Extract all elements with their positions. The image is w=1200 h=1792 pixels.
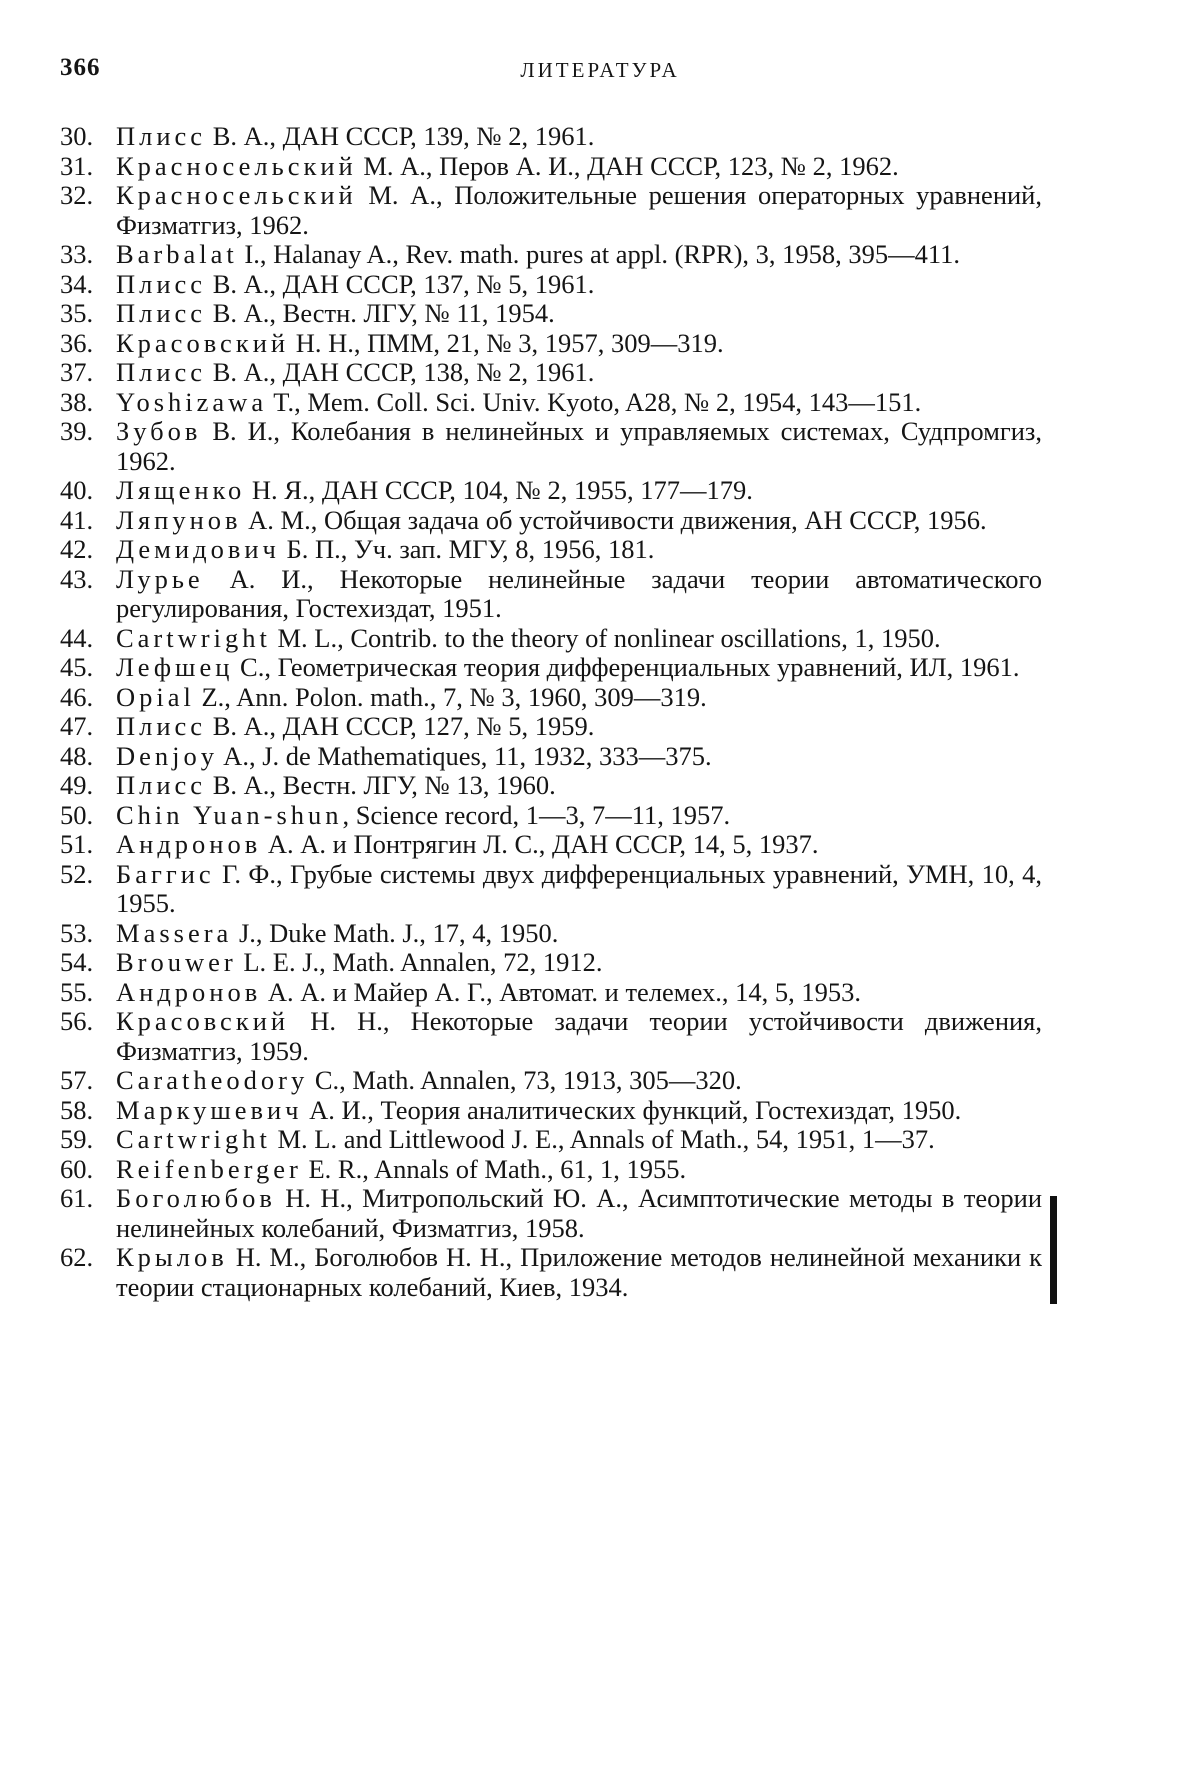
reference-text	[116, 1243, 1042, 1302]
reference-text	[116, 122, 1042, 152]
reference-details: А. И., Теория аналитических функций, Гостехиздат, 1950.	[302, 1094, 962, 1125]
reference-details: J., Duke Math. J., 17, 4, 1950.	[232, 917, 559, 948]
reference-author: Barbalat	[116, 239, 238, 269]
reference-text	[116, 270, 1042, 300]
reference-details: С., Геометрическая теория дифференциальных уравнений, ИЛ, 1961.	[233, 652, 1020, 682]
reference-text	[116, 624, 1042, 654]
reference-number: 42.	[60, 534, 94, 564]
reference-entry	[60, 329, 1042, 359]
reference-entry	[60, 742, 1042, 772]
reference-details: В. А., ДАН СССР, 139, № 2, 1961.	[206, 121, 595, 151]
reference-details: В. А., Вестн. ЛГУ, № 11, 1954.	[206, 298, 555, 328]
reference-author: Ляпунов	[116, 504, 242, 535]
reference-text	[116, 1096, 1042, 1126]
reference-number: 36.	[60, 327, 94, 358]
reference-entry	[60, 299, 1042, 329]
reference-author: Маркушевич	[116, 1094, 303, 1125]
reference-author: Красносельский	[116, 180, 357, 210]
reference-author: Лурье	[116, 563, 204, 594]
reference-entry	[60, 565, 1042, 624]
reference-text	[116, 358, 1042, 388]
reference-number: 49.	[60, 770, 94, 800]
reference-number: 41.	[60, 504, 94, 535]
reference-entry	[60, 181, 1042, 240]
reference-entry	[60, 771, 1042, 801]
reference-details: E. R., Annals of Math., 61, 1, 1955.	[301, 1153, 687, 1184]
reference-details: L. E. J., Math. Annalen, 72, 1912.	[236, 947, 603, 977]
reference-text	[116, 152, 1042, 182]
reference-number: 39.	[60, 416, 94, 446]
reference-author: Massera	[116, 917, 233, 948]
reference-number: 48.	[60, 740, 94, 771]
reference-author: Opial	[116, 681, 195, 712]
reference-entry	[60, 801, 1042, 831]
reference-author: Chin Yuan-shun	[116, 799, 343, 830]
reference-details: Н. Н., ПММ, 21, № 3, 1957, 309—319.	[289, 327, 724, 358]
reference-number: 50.	[60, 799, 94, 830]
running-title: ЛИТЕРАТУРА	[520, 58, 680, 82]
reference-text	[116, 653, 1042, 683]
reference-author: Красносельский	[116, 150, 357, 181]
reference-author: Brouwer	[116, 947, 237, 977]
reference-number: 61.	[60, 1183, 94, 1213]
reference-entry	[60, 978, 1042, 1008]
reference-number: 37.	[60, 357, 94, 387]
reference-text	[116, 1125, 1042, 1155]
reference-number: 60.	[60, 1153, 94, 1184]
reference-details: Н. Я., ДАН СССР, 104, № 2, 1955, 177—179.	[245, 475, 753, 505]
reference-details: M. L., Contrib. to the theory of nonlinear oscillations, 1, 1950.	[270, 622, 941, 653]
reference-author: Yoshizawa	[116, 386, 268, 417]
reference-details: А. И., Некоторые нелинейные задачи теории автоматического регулирования, Гостехиздат, 1951.	[116, 563, 1042, 623]
reference-entry	[60, 388, 1042, 418]
reference-number: 43.	[60, 563, 94, 594]
reference-details: А. А. и Майер А. Г., Автомат. и телемех., 14, 5, 1953.	[261, 976, 861, 1007]
reference-entry	[60, 860, 1042, 919]
reference-number: 59.	[60, 1124, 94, 1154]
reference-entry	[60, 152, 1042, 182]
reference-details: , Science record, 1—3, 7—11, 1957.	[342, 799, 731, 830]
reference-number: 54.	[60, 947, 94, 977]
reference-text	[116, 683, 1042, 713]
reference-author: Зубов	[116, 416, 202, 446]
reference-entry	[60, 1007, 1042, 1066]
reference-details: М. А., Положительные решения операторных уравнений, Физматгиз, 1962.	[116, 180, 1042, 240]
reference-details: В. А., Вестн. ЛГУ, № 13, 1960.	[206, 770, 556, 800]
reference-author: Андронов	[116, 829, 262, 859]
reference-text	[116, 417, 1042, 476]
reference-details: Н. Н., Митропольский Ю. А., Асимптотические методы в теории нелинейных колебаний, Физматгиз, 1958.	[116, 1183, 1042, 1243]
reference-text	[116, 1007, 1042, 1066]
reference-text	[116, 388, 1042, 418]
reference-number: 40.	[60, 475, 94, 505]
reference-number: 46.	[60, 681, 94, 712]
reference-list	[60, 122, 1042, 1302]
reference-text	[116, 860, 1042, 919]
reference-number: 34.	[60, 268, 94, 299]
reference-details: T., Mem. Coll. Sci. Univ. Kyoto, A28, № 2, 1954, 143—151.	[267, 386, 922, 417]
reference-number: 58.	[60, 1094, 94, 1125]
reference-entry	[60, 417, 1042, 476]
reference-text	[116, 919, 1042, 949]
reference-author: Крылов	[116, 1242, 228, 1272]
reference-text	[116, 948, 1042, 978]
reference-text	[116, 535, 1042, 565]
reference-number: 30.	[60, 121, 94, 151]
reference-entry	[60, 1243, 1042, 1302]
reference-text	[116, 1184, 1042, 1243]
reference-number: 35.	[60, 298, 94, 328]
reference-number: 33.	[60, 239, 94, 269]
reference-number: 47.	[60, 711, 94, 741]
reference-entry	[60, 712, 1042, 742]
reference-entry	[60, 1066, 1042, 1096]
reference-author: Плисс	[116, 770, 207, 800]
reference-details: Н. М., Боголюбов Н. Н., Приложение методов нелинейной механики к теории стационарных колебаний, Киев, 1934.	[116, 1242, 1042, 1302]
reference-entry	[60, 830, 1042, 860]
reference-details: Z., Ann. Polon. math., 7, № 3, 1960, 309—319.	[194, 681, 707, 712]
reference-details: А. М., Общая задача об устойчивости движения, АН СССР, 1956.	[241, 504, 987, 535]
reference-text	[116, 830, 1042, 860]
reference-number: 45.	[60, 652, 94, 682]
reference-details: В. А., ДАН СССР, 138, № 2, 1961.	[206, 357, 595, 387]
reference-details: В. А., ДАН СССР, 137, № 5, 1961.	[206, 268, 595, 299]
reference-number: 51.	[60, 829, 94, 859]
reference-author: Caratheodory	[116, 1065, 309, 1095]
reference-author: Баггис	[116, 858, 215, 889]
reference-author: Плисс	[116, 268, 207, 299]
reference-author: Красовский	[116, 327, 290, 358]
reference-details: В. И., Колебания в нелинейных и управляемых системах, Судпромгиз, 1962.	[116, 416, 1042, 476]
reference-entry	[60, 240, 1042, 270]
margin-change-bar	[1050, 1196, 1057, 1304]
reference-entry	[60, 270, 1042, 300]
reference-details: М. А., Перов А. И., ДАН СССР, 123, № 2, 1962.	[356, 150, 899, 181]
reference-number: 56.	[60, 1006, 94, 1036]
reference-number: 52.	[60, 858, 94, 889]
reference-author: Reifenberger	[116, 1153, 302, 1184]
reference-author: Андронов	[116, 976, 262, 1007]
reference-author: Лященко	[116, 475, 246, 505]
reference-author: Боголюбов	[116, 1183, 276, 1213]
reference-entry	[60, 1184, 1042, 1243]
reference-entry	[60, 1125, 1042, 1155]
reference-entry	[60, 122, 1042, 152]
reference-text	[116, 181, 1042, 240]
reference-details: А. А. и Понтрягин Л. С., ДАН СССР, 14, 5, 1937.	[261, 829, 819, 859]
reference-author: Cartwright	[116, 622, 271, 653]
reference-author: Красовский	[116, 1006, 290, 1036]
reference-text	[116, 1155, 1042, 1185]
reference-entry	[60, 919, 1042, 949]
reference-entry	[60, 624, 1042, 654]
reference-entry	[60, 1096, 1042, 1126]
reference-details: A., J. de Mathematiques, 11, 1932, 333—375.	[218, 740, 712, 771]
page-number: 366	[60, 54, 101, 81]
reference-entry	[60, 1155, 1042, 1185]
reference-text	[116, 742, 1042, 772]
reference-details: Н. Н., Некоторые задачи теории устойчивости движения, Физматгиз, 1959.	[116, 1006, 1042, 1066]
reference-number: 31.	[60, 150, 94, 181]
reference-details: В. А., ДАН СССР, 127, № 5, 1959.	[206, 711, 595, 741]
reference-details: Г. Ф., Грубые системы двух дифференциальных уравнений, УМН, 10, 4, 1955.	[116, 858, 1042, 918]
reference-text	[116, 329, 1042, 359]
reference-text	[116, 1066, 1042, 1096]
reference-number: 32.	[60, 180, 94, 210]
reference-entry	[60, 653, 1042, 683]
reference-text	[116, 240, 1042, 270]
reference-details: Б. П., Уч. зап. МГУ, 8, 1956, 181.	[279, 534, 655, 564]
reference-number: 53.	[60, 917, 94, 948]
reference-entry	[60, 683, 1042, 713]
reference-text	[116, 978, 1042, 1008]
reference-text	[116, 299, 1042, 329]
reference-number: 55.	[60, 976, 94, 1007]
reference-author: Плисс	[116, 298, 207, 328]
reference-text	[116, 476, 1042, 506]
reference-entry	[60, 948, 1042, 978]
reference-entry	[60, 358, 1042, 388]
reference-author: Демидович	[116, 534, 280, 564]
reference-author: Лефшец	[116, 652, 234, 682]
reference-text	[116, 565, 1042, 624]
reference-details: C., Math. Annalen, 73, 1913, 305—320.	[308, 1065, 742, 1095]
reference-number: 44.	[60, 622, 94, 653]
reference-author: Denjoy	[116, 740, 219, 771]
reference-entry	[60, 506, 1042, 536]
reference-text	[116, 712, 1042, 742]
reference-number: 57.	[60, 1065, 94, 1095]
reference-details: M. L. and Littlewood J. E., Annals of Math., 54, 1951, 1—37.	[270, 1124, 935, 1154]
reference-author: Cartwright	[116, 1124, 271, 1154]
reference-author: Плисс	[116, 711, 207, 741]
reference-text	[116, 506, 1042, 536]
reference-number: 38.	[60, 386, 94, 417]
reference-details: I., Halanay A., Rev. math. pures at appl. (RPR), 3, 1958, 395—411.	[237, 239, 961, 269]
reference-text	[116, 771, 1042, 801]
reference-entry	[60, 535, 1042, 565]
reference-entry	[60, 476, 1042, 506]
reference-author: Плисс	[116, 121, 207, 151]
reference-text	[116, 801, 1042, 831]
reference-author: Плисс	[116, 357, 207, 387]
reference-number: 62.	[60, 1242, 94, 1272]
